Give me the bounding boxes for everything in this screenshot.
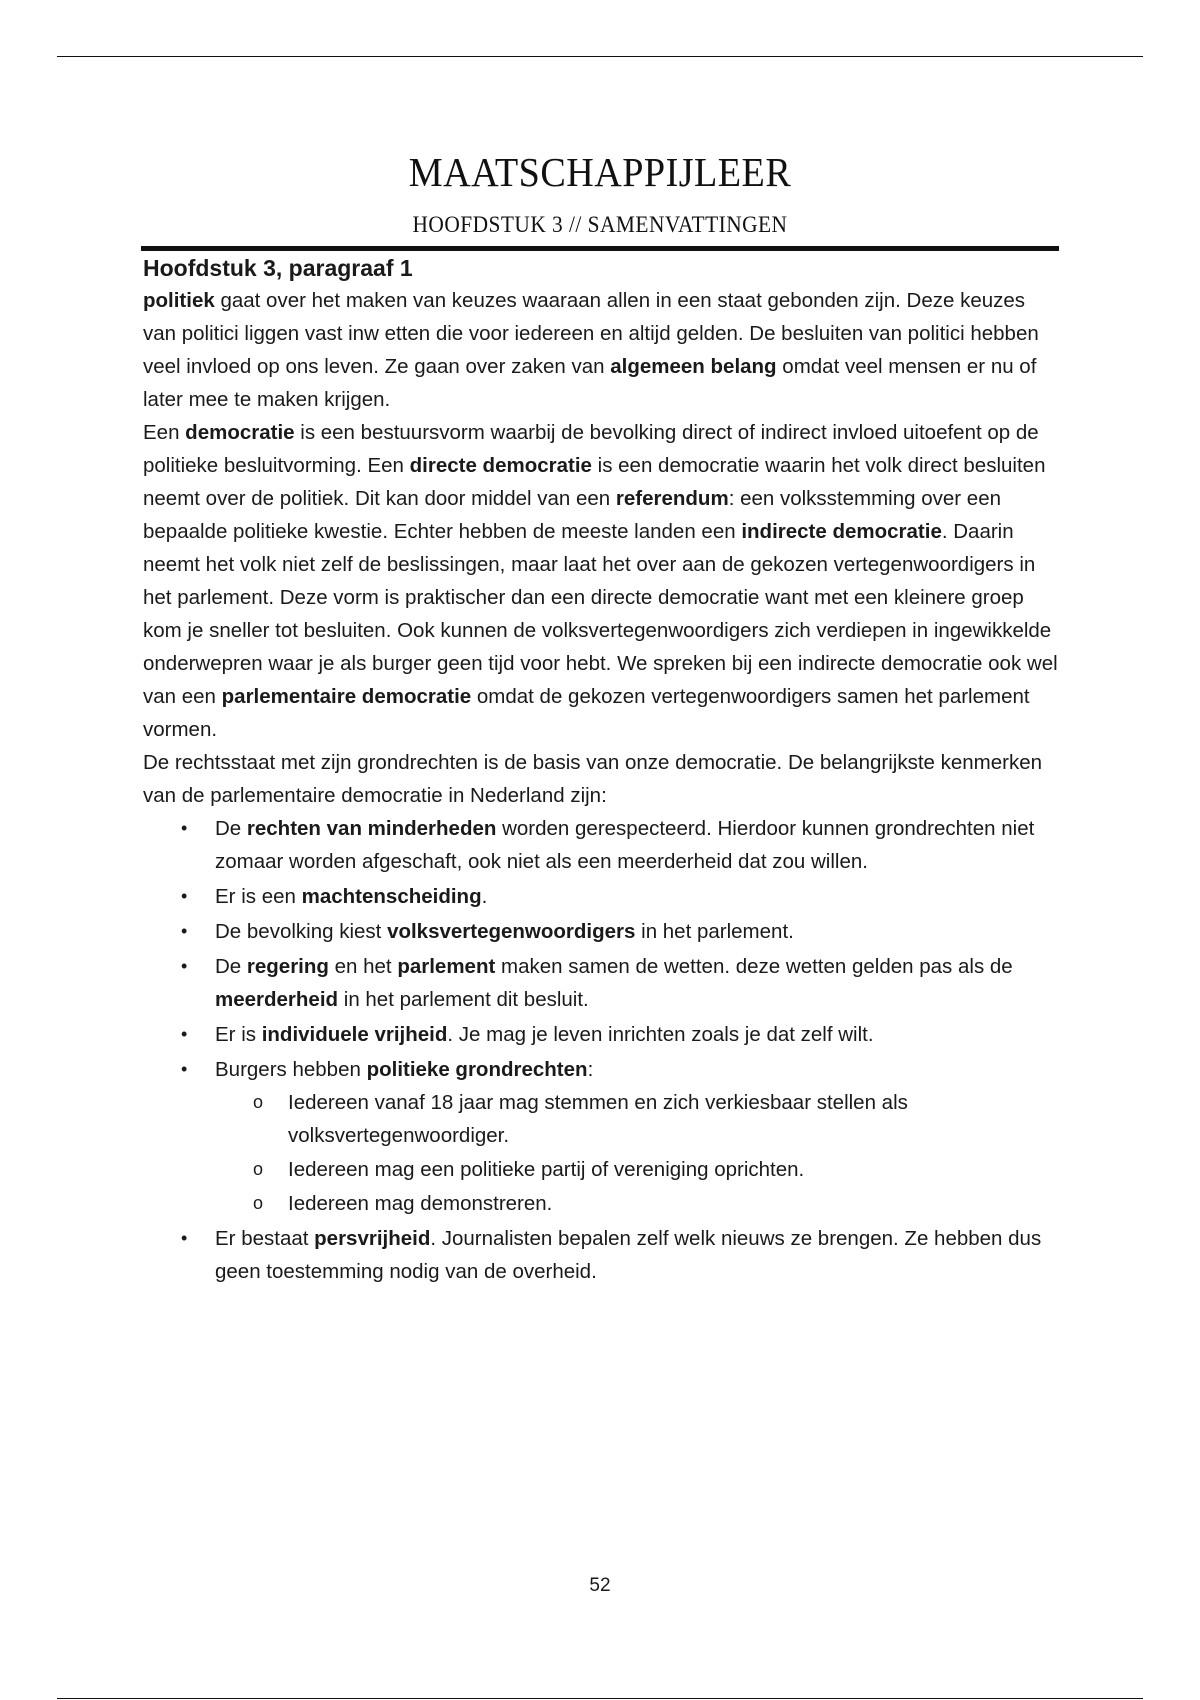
document-title: MAATSCHAPPIJLEER xyxy=(408,149,792,195)
list-item xyxy=(181,880,1063,913)
list-item xyxy=(181,812,1063,878)
list-item-text: Er is een xyxy=(215,885,302,908)
top-rule xyxy=(57,56,1143,57)
bottom-rule xyxy=(57,1698,1143,1699)
sub-list-item-text: Iedereen vanaf 18 jaar mag stemmen en zich verkiesbaar stellen als volksvertegenwoordiger. xyxy=(288,1091,908,1147)
bullet-icon: • xyxy=(181,921,188,941)
bullet-icon: • xyxy=(181,1059,188,1079)
paragraph-text: gaat over het maken van keuzes waaraan allen in een staat gebonden zijn. Deze keuzes van politici liggen vast inw etten die voor iedereen en altijd gelden. De besluiten van politici hebben veel invloed op ons leven. Ze gaan over zaken van xyxy=(143,289,1039,378)
bullet-icon: • xyxy=(181,818,188,838)
list-item-text: maken samen de wetten. deze wetten gelden pas als de xyxy=(495,955,1013,978)
page-number: 52 xyxy=(589,1575,611,1596)
bullet-icon: • xyxy=(181,1024,188,1044)
term-directe-democratie: directe democratie xyxy=(409,454,592,477)
list-item xyxy=(181,915,1063,948)
grondrechten-sublist xyxy=(215,1086,1063,1220)
term-algemeen-belang: algemeen belang xyxy=(610,355,777,378)
list-item-text: Burgers hebben xyxy=(215,1058,367,1081)
term-politiek: politiek xyxy=(143,289,215,312)
document-subtitle: HOOFDSTUK 3 // SAMENVATTINGEN xyxy=(412,212,788,237)
circle-bullet-icon: o xyxy=(253,1092,264,1112)
term-parlement: parlement xyxy=(397,955,496,978)
list-item-text: in het parlement dit besluit. xyxy=(338,988,589,1011)
term-machtenscheiding: machtenscheiding xyxy=(301,885,482,908)
term-regering: regering xyxy=(246,955,329,978)
list-item-text: De xyxy=(215,817,247,840)
sub-list-item xyxy=(253,1086,1063,1152)
list-item-text: . xyxy=(481,885,488,908)
list-item-text: . Je mag je leven inrichten zoals je dat zelf wilt. xyxy=(447,1023,874,1046)
sub-list-item-text: Iedereen mag demonstreren. xyxy=(288,1192,553,1215)
term-indirecte-democratie: indirecte democratie xyxy=(741,520,942,543)
paragraph-democratie xyxy=(143,416,1063,746)
term-democratie: democratie xyxy=(185,421,295,444)
document-body xyxy=(143,252,1063,1290)
paragraph-text: omdat veel mensen er nu of later mee te maken krijgen. xyxy=(143,355,1037,411)
list-item xyxy=(181,1018,1063,1051)
list-item-text: De bevolking kiest xyxy=(215,920,388,943)
list-item xyxy=(181,950,1063,1016)
paragraph-text: is een bestuursvorm waarbij de bevolking direct of indirect invloed uitoefent op de politieke besluitvorming. Een xyxy=(143,421,1039,477)
term-persvrijheid: persvrijheid xyxy=(314,1227,431,1250)
sub-list-item xyxy=(253,1187,1063,1220)
paragraph-text: : een volksstemming over een bepaalde politieke kwestie. Echter hebben de meeste landen een xyxy=(143,487,1002,543)
sub-list-item xyxy=(253,1153,1063,1186)
list-item-text: worden gerespecteerd. Hierdoor kunnen grondrechten niet zomaar worden afgeschaft, ook niet als een meerderheid dat zou willen. xyxy=(215,817,1035,873)
bullet-icon: • xyxy=(181,1228,188,1248)
list-item-text: . Journalisten bepalen zelf welk nieuws ze brengen. Ze hebben dus geen toestemming nodig van de overheid. xyxy=(215,1227,1042,1283)
section-heading: Hoofdstuk 3, paragraaf 1 xyxy=(143,255,413,281)
paragraph-rechtsstaat: De rechtsstaat met zijn grondrechten is de basis van onze democratie. De belangrijkste kenmerken van de parlementaire democratie in Nederland zijn: xyxy=(143,751,1043,807)
term-politieke-grondrechten: politieke grondrechten xyxy=(366,1058,588,1081)
paragraph-text: Een xyxy=(143,421,186,444)
paragraph-text: . Daarin neemt het volk niet zelf de beslissingen, maar laat het over aan de gekozen vertegenwoordigers in het parlement. Deze vorm is praktischer dan een directe democratie want met een kleinere groep kom je sneller tot besluiten. Ook kunnen de volksvertegenwoordigers zich verdiepen in ingewikkelde onderwepren waar je als burger geen tijd voor hebt. We spreken bij een indirecte democratie ook wel van een xyxy=(143,520,1058,708)
circle-bullet-icon: o xyxy=(253,1159,264,1179)
term-volksvertegenwoordigers: volksvertegenwoordigers xyxy=(387,920,636,943)
paragraph-text: is een democratie waarin het volk direct besluiten neemt over de politiek. Dit kan door middel van een xyxy=(143,454,1046,510)
sub-list-item-text: Iedereen mag een politieke partij of vereniging oprichten. xyxy=(288,1158,805,1181)
list-item xyxy=(181,1053,1063,1220)
list-item-text: Er bestaat xyxy=(215,1227,315,1250)
paragraph-text: omdat de gekozen vertegenwoordigers samen het parlement vormen. xyxy=(143,685,1030,741)
circle-bullet-icon: o xyxy=(253,1193,264,1213)
list-item-text: en het xyxy=(328,955,398,978)
list-item-text: : xyxy=(587,1058,594,1081)
term-meerderheid: meerderheid xyxy=(215,988,339,1011)
paragraph-politiek xyxy=(143,284,1063,416)
bullet-icon: • xyxy=(181,956,188,976)
term-referendum: referendum xyxy=(615,487,729,510)
term-parlementaire-democratie: parlementaire democratie xyxy=(221,685,472,708)
characteristics-list xyxy=(143,812,1063,1288)
list-item-text: De xyxy=(215,955,247,978)
list-item-text: Er is xyxy=(215,1023,262,1046)
term-rechten-van-minderheden: rechten van minderheden xyxy=(246,817,497,840)
list-item xyxy=(181,1222,1063,1288)
heading-rule xyxy=(141,246,1059,251)
term-individuele-vrijheid: individuele vrijheid xyxy=(261,1023,448,1046)
list-item-text: in het parlement. xyxy=(635,920,794,943)
bullet-icon: • xyxy=(181,886,188,906)
